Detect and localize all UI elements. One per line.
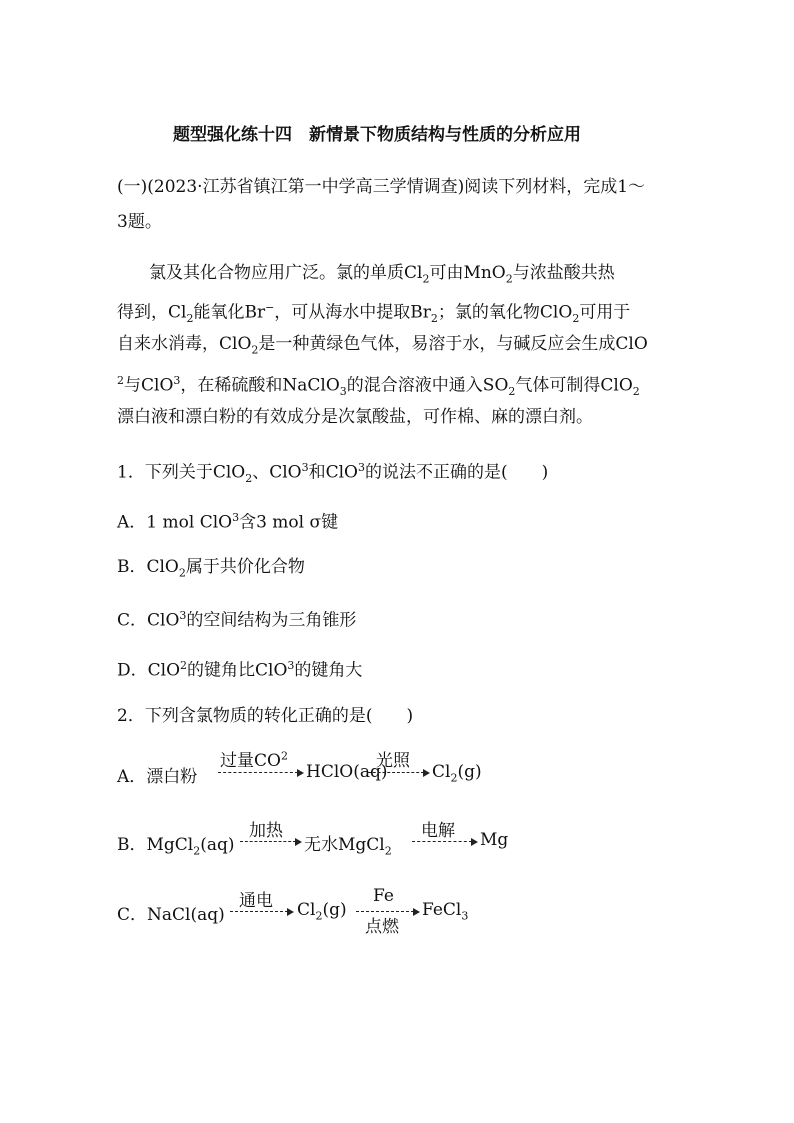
text: 与浓盐酸共热 [512, 263, 615, 283]
text: 与ClO [124, 375, 174, 396]
product-cl2-gas [297, 900, 347, 922]
reaction-arrow [218, 772, 298, 773]
subscript: 3 [339, 385, 347, 399]
text: 含3 mol σ键 [239, 512, 339, 533]
text: 、ClO [252, 462, 302, 483]
text: 自来水消毒，ClO [117, 334, 252, 354]
text: 氯及其化合物应用广泛。氯的单质Cl [149, 263, 423, 283]
subscript: 3 [461, 909, 469, 923]
question-1-stem [117, 457, 548, 490]
superscript: 3 [301, 461, 309, 474]
subscript: 2 [251, 343, 259, 357]
text: 可用于 [579, 302, 631, 323]
superscript: 3 [232, 511, 240, 524]
subscript: 2 [632, 385, 640, 399]
text: 得到，Cl [117, 302, 187, 323]
passage-line-1 [149, 262, 615, 290]
text: 过量CO [220, 751, 281, 771]
reaction-arrow [230, 911, 288, 912]
subscript: 2 [422, 272, 430, 286]
text: 和ClO [308, 462, 358, 483]
text: ；氯的氧化物ClO [437, 302, 573, 323]
intro-line-1: (一)(2023·江苏省镇江第一中学高三学情调查)阅读下列材料，完成1～ [117, 177, 646, 197]
text: 的混合溶液中通入SO [346, 375, 509, 396]
text: 无水MgCl [304, 835, 385, 855]
condition-heat: 加热 [249, 821, 283, 841]
text: 气体可制得ClO [515, 375, 633, 396]
option-c-label: C．NaCl(aq) [117, 905, 225, 925]
text: B．ClO [117, 557, 179, 577]
text: 属于共价化合物 [185, 557, 305, 577]
option-a-label: A．漂白粉 [117, 767, 198, 787]
question-1-option-b[interactable] [117, 556, 305, 584]
superscript: 3 [287, 659, 295, 672]
subscript: 2 [186, 312, 194, 326]
option-b-label [117, 830, 235, 857]
text: 能氧化Br [193, 302, 266, 323]
subscript: 2 [572, 312, 580, 326]
page-title: 题型强化练十四 新情景下物质结构与性质的分析应用 [173, 125, 581, 145]
passage-line-2 [117, 297, 630, 330]
condition-electrolysis: 电解 [421, 821, 455, 841]
subscript: 2 [508, 385, 516, 399]
subscript: 2 [384, 844, 392, 858]
reaction-arrow [368, 772, 424, 773]
superscript: 3 [357, 461, 365, 474]
passage-line-3 [117, 333, 648, 361]
superscript: 2 [180, 659, 188, 672]
reaction-arrow [240, 841, 296, 842]
text: (g) [457, 762, 482, 782]
question-1-option-c[interactable] [117, 605, 356, 632]
text: 的键角比ClO [187, 660, 288, 681]
text: C．ClO [117, 610, 180, 631]
subscript: 2 [245, 472, 253, 486]
product-anhydrous-mgcl2 [304, 830, 392, 857]
passage-line-5: 漂白液和漂白粉的有效成分是次氯酸盐，可作棉、麻的漂白剂。 [117, 407, 593, 427]
product-cl2 [432, 762, 482, 784]
text: (aq) [200, 835, 235, 855]
text: 1．下列关于ClO [117, 462, 246, 483]
question-1-option-a[interactable] [117, 507, 338, 534]
question-2-stem: 2．下列含氯物质的转化正确的是( ) [117, 706, 414, 726]
condition-excess-co2 [220, 746, 288, 771]
reaction-arrow [412, 841, 472, 842]
superscript: − [265, 301, 275, 314]
intro-line-2: 3题。 [117, 212, 162, 232]
subscript: 2 [193, 844, 201, 858]
superscript: 2 [117, 374, 124, 387]
condition-ignite: 点燃 [365, 917, 399, 937]
condition-fe: Fe [373, 886, 394, 906]
text: 是一种黄绿色气体，易溶于水，与碱反应会生成ClO [258, 334, 648, 354]
product-fecl3 [422, 900, 468, 922]
subscript: 2 [505, 272, 513, 286]
passage-line-4 [117, 370, 640, 403]
question-1-option-d[interactable] [117, 655, 362, 682]
text: 可由MnO [429, 263, 506, 283]
superscript: 2 [280, 749, 288, 763]
text: FeCl [422, 900, 462, 920]
subscript: 2 [430, 312, 438, 326]
subscript: 2 [450, 771, 458, 785]
text: Cl [297, 900, 316, 920]
text: B．MgCl [117, 835, 194, 855]
text: Cl [432, 762, 451, 782]
text: ，可从海水中提取Br [274, 302, 431, 323]
subscript: 2 [178, 566, 186, 580]
subscript: 2 [315, 909, 323, 923]
text: 的空间结构为三角锥形 [186, 610, 357, 631]
product-hclo: HClO(aq) [306, 762, 388, 782]
superscript: 3 [179, 609, 187, 622]
condition-light: 光照 [376, 751, 410, 771]
text: 的说法不正确的是( ) [364, 462, 549, 483]
text: D．ClO [117, 660, 181, 681]
text: A．1 mol ClO [117, 512, 233, 533]
text: (g) [322, 900, 347, 920]
condition-electricity: 通电 [239, 891, 273, 911]
text: ，在稀硫酸和NaClO [180, 375, 340, 396]
product-mg: Mg [480, 830, 509, 850]
text: 的键角大 [294, 660, 363, 681]
superscript: 3 [173, 374, 181, 387]
